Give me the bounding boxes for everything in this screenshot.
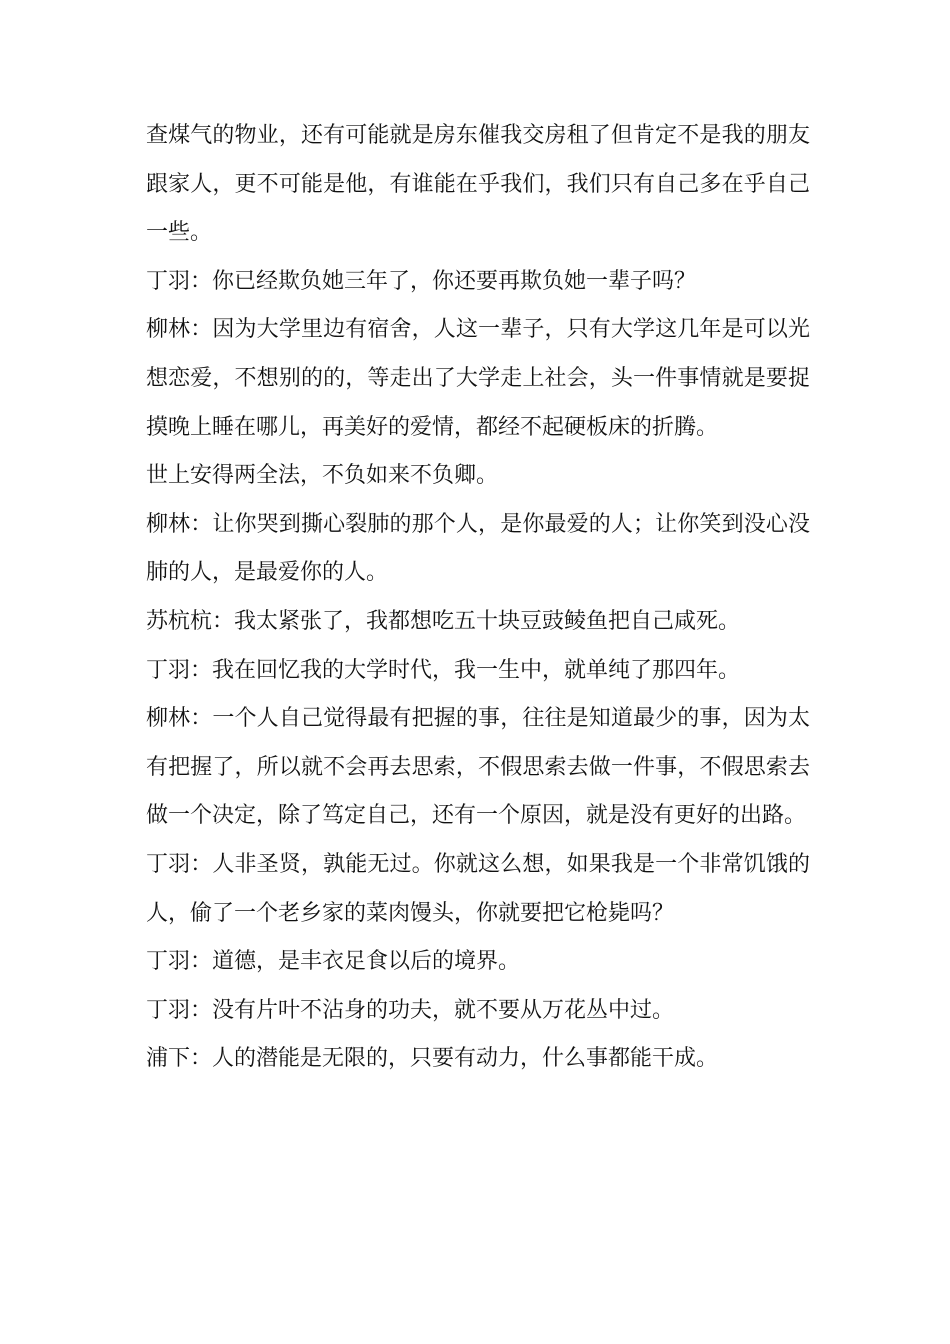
document-body (146, 112, 810, 1084)
paragraph: 柳林：让你哭到撕心裂肺的那个人，是你最爱的人；让你笑到没心没肺的人，是最爱你的人。 (146, 511, 810, 586)
paragraph: 世上安得两全法，不负如来不负卿。 (146, 463, 499, 489)
paragraph: 苏杭杭：我太紧张了，我都想吃五十块豆豉鲮鱼把自己咸死。 (146, 608, 741, 634)
paragraph: 柳林：因为大学里边有宿舍，人这一辈子，只有大学这几年是可以光想恋爱，不想别的的，等走出了大学走上社会，头一件事情就是要捉摸晚上睡在哪儿，再美好的爱情，都经不起硬板床的折腾。 (146, 317, 810, 440)
paragraph: 丁羽：你已经欺负她三年了，你还要再欺负她一辈子吗？ (146, 268, 697, 294)
paragraph: 丁羽：没有片叶不沾身的功夫，就不要从万花丛中过。 (146, 997, 675, 1023)
paragraph: 丁羽：我在回忆我的大学时代，我一生中，就单纯了那四年。 (146, 657, 741, 683)
paragraph: 丁羽：人非圣贤，孰能无过。你就这么想，如果我是一个非常饥饿的人，偷了一个老乡家的菜肉馒头，你就要把它枪毙吗？ (146, 851, 810, 926)
paragraph: 浦下：人的潜能是无限的，只要有动力，什么事都能干成。 (146, 1046, 719, 1072)
paragraph: 丁羽：道德，是丰衣足食以后的境界。 (146, 949, 521, 975)
paragraph: 柳林：一个人自己觉得最有把握的事，往往是知道最少的事，因为太有把握了，所以就不会再去思索，不假思索去做一件事，不假思索去做一个决定，除了笃定自己，还有一个原因，就是没有更好的出路。 (146, 706, 810, 829)
paragraph: 查煤气的物业，还有可能就是房东催我交房租了但肯定不是我的朋友跟家人，更不可能是他，有谁能在乎我们，我们只有自己多在乎自己一些。 (146, 123, 810, 246)
